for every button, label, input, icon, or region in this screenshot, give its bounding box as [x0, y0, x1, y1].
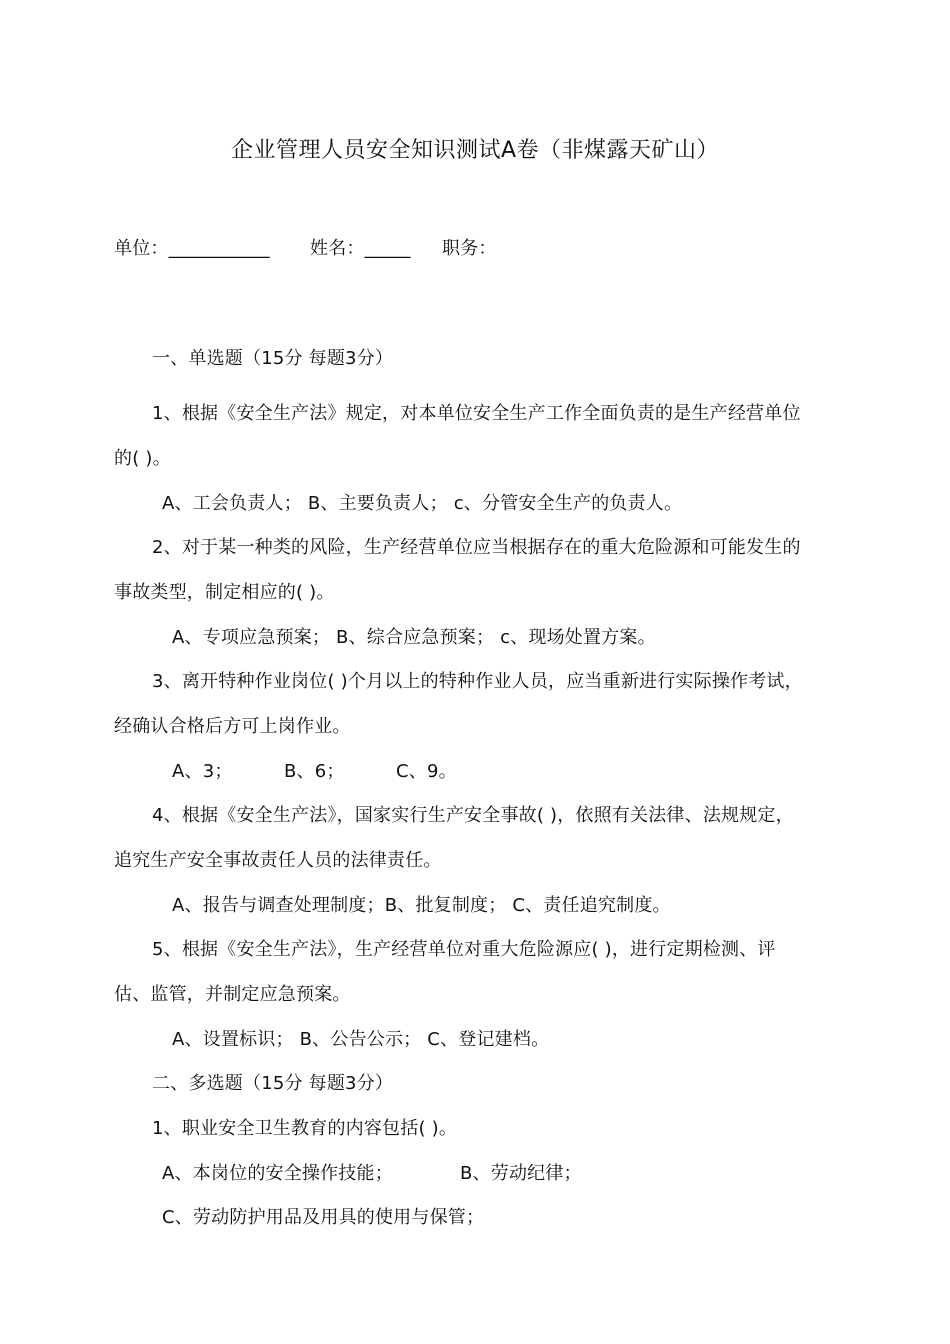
s1-q2-line2: 事故类型，制定相应的( )。 [114, 582, 335, 603]
s1-q1-options: A、工会负责人； B、主要负责人； c、分管安全生产的负责人。 [162, 493, 683, 514]
page-title: 企业管理人员安全知识测试A卷（非煤露天矿山） [230, 138, 720, 163]
s1-q3-line1: 3、离开特种作业岗位( )个月以上的特种作业人员，应当重新进行实际操作考试， [152, 671, 803, 692]
s1-q2-options: A、专项应急预案； B、综合应急预案； c、现场处置方案。 [172, 627, 656, 648]
s1-q3-option-c: C、9。 [396, 761, 457, 782]
s1-q3-option-b: B、6； [284, 761, 345, 782]
s1-q4-line1: 4、根据《安全生产法》，国家实行生产安全事故( )，依照有关法律、法规规定， [152, 805, 794, 826]
position-field: 职务： [442, 238, 497, 259]
section2-heading: 二、多选题（15分 每题3分） [152, 1073, 394, 1094]
s1-q4-options: A、报告与调查处理制度；B、批复制度； C、责任追究制度。 [172, 895, 671, 916]
s1-q5-line2: 估、监管，并制定应急预案。 [114, 984, 351, 1005]
s2-q1-line1: 1、职业安全卫生教育的内容包括( )。 [152, 1118, 458, 1139]
s1-q4-line2: 追究生产安全事故责任人员的法律责任。 [114, 850, 442, 871]
s2-q1-option-b: B、劳动纪律； [460, 1163, 582, 1184]
name-field: 姓名：_____ [310, 238, 411, 259]
s1-q2-line1: 2、对于某一种类的风险，生产经营单位应当根据存在的重大危险源和可能发生的 [152, 537, 801, 558]
s1-q3-option-a: A、3； [172, 761, 233, 782]
s1-q1-line2: 的( )。 [114, 448, 171, 469]
unit-field: 单位：___________ [114, 238, 270, 259]
s1-q5-line1: 5、根据《安全生产法》，生产经营单位对重大危险源应( )，进行定期检测、评 [152, 939, 776, 960]
section1-heading: 一、单选题（15分 每题3分） [152, 348, 394, 369]
s1-q3-line2: 经确认合格后方可上岗作业。 [114, 716, 351, 737]
s2-q1-option-c: C、劳动防护用品及用具的使用与保管； [162, 1207, 485, 1228]
s1-q1-line1: 1、根据《安全生产法》规定，对本单位安全生产工作全面负责的是生产经营单位 [152, 403, 801, 424]
s2-q1-option-a: A、本岗位的安全操作技能； [162, 1163, 393, 1184]
s1-q5-options: A、设置标识； B、公告公示； C、登记建档。 [172, 1029, 550, 1050]
